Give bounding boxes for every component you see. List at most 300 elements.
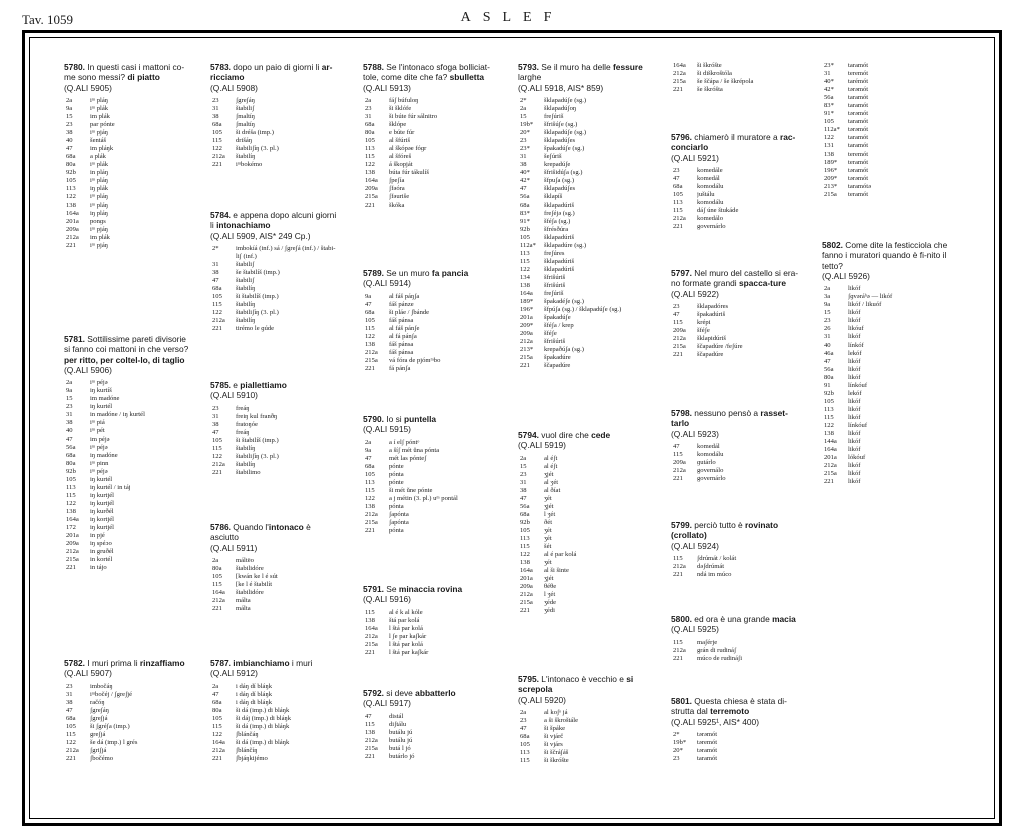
response-row (210, 437, 338, 445)
dialect-form: lekóf (848, 349, 862, 357)
response-row (671, 327, 799, 335)
response-row (822, 167, 950, 175)
survey-point: 38 (520, 161, 527, 169)
survey-point: 164a (520, 567, 533, 575)
response-row (518, 749, 646, 757)
entry-question: chiamerò il muratore a (694, 132, 780, 142)
survey-point: 2a (212, 682, 219, 690)
dialect-form: komodálu (697, 182, 724, 190)
entry-question: Se un muro (386, 268, 432, 278)
response-row (210, 253, 338, 261)
map-entry (363, 268, 491, 373)
response-row (64, 556, 192, 564)
response-row (822, 454, 950, 462)
entry-keyword: per ritto, per coltel-lo, di taglio (64, 354, 185, 365)
dialect-form: šklapadúriš (544, 265, 575, 273)
dialect-form: iŋ madóne (90, 451, 118, 459)
response-row (64, 436, 192, 444)
response-row (64, 564, 192, 572)
entry-reference: (Q.ALI 5921) (671, 152, 719, 163)
dialect-form: im plák (90, 233, 110, 241)
response-row (518, 169, 646, 177)
dialect-form: škóka (389, 201, 405, 209)
dialect-form: iᵐ pláŋ (90, 193, 109, 201)
survey-point: 122 (824, 421, 834, 429)
dialect-form: štabilíŋ (236, 317, 256, 325)
entry-reference: (Q.ALI 5915) (363, 424, 411, 435)
dialect-form: likóf (848, 438, 861, 446)
response-row (64, 492, 192, 500)
entry-reference: (Q.ALI 5912) (210, 668, 258, 679)
response-row (64, 747, 192, 755)
survey-point: 23 (212, 96, 219, 104)
dialect-form: [kwán ke l é sút (236, 572, 278, 580)
response-row (671, 351, 799, 359)
dialect-form: freʃúres (544, 249, 565, 257)
response-row (363, 649, 491, 657)
response-row (363, 455, 491, 463)
response-row (64, 476, 192, 484)
entry-reference: (Q.ALI 5925¹, AIS* 400) (671, 716, 759, 727)
dialect-form: likóf (848, 478, 861, 486)
response-row (210, 691, 338, 699)
entry-reference: (Q.ALI 5905) (64, 82, 112, 93)
survey-point: 115 (365, 324, 375, 332)
map-entry (822, 62, 950, 199)
response-row (518, 725, 646, 733)
dialect-form: taramót (848, 62, 869, 69)
response-row (64, 121, 192, 129)
response-row (822, 175, 950, 183)
survey-point: 92b (520, 518, 530, 526)
survey-point: 122 (66, 193, 76, 201)
dialect-form: iᵐ pét (90, 427, 105, 435)
survey-point: 40 (824, 341, 831, 349)
map-entry (671, 408, 799, 483)
survey-point: 105 (66, 475, 76, 483)
survey-point: 23 (520, 716, 527, 724)
dialect-form: diʃtálu (389, 720, 407, 728)
survey-point: 38 (212, 420, 219, 428)
response-row (64, 210, 192, 218)
survey-point: 115 (520, 543, 530, 551)
survey-point: 105 (824, 118, 834, 126)
entry-heading (671, 696, 799, 727)
response-row (210, 129, 338, 137)
entry-heading (518, 62, 646, 93)
response-row (671, 175, 799, 183)
response-row (518, 129, 646, 137)
survey-point: 221 (673, 654, 683, 662)
response-row (518, 218, 646, 226)
entry-question-end: i muri (289, 658, 313, 668)
dialect-form: štabilíŋ (236, 153, 256, 161)
dialect-form: iᵐ pjáŋ (90, 129, 109, 137)
response-row (64, 97, 192, 105)
map-entry (64, 658, 192, 763)
survey-point (210, 253, 236, 261)
entry-question-end: è asciutto (210, 522, 311, 543)
dialect-form: šklapadúriš (544, 257, 575, 265)
survey-point: 2a (520, 104, 527, 112)
survey-point: 105 (520, 233, 530, 241)
response-row (363, 333, 491, 341)
survey-point: 164a (365, 177, 378, 185)
response-list (822, 285, 950, 486)
survey-point: 23 (66, 682, 73, 690)
map-entry (363, 584, 491, 657)
dialect-form: ʒédi (544, 607, 555, 615)
survey-point: 221 (212, 468, 222, 476)
survey-point: 113 (365, 145, 375, 153)
response-row (64, 242, 192, 250)
entry-question: ed ora è una grande (694, 614, 773, 624)
dialect-form: likóf / likuóf (848, 301, 882, 309)
survey-point: 92b (66, 467, 76, 475)
response-row (363, 169, 491, 177)
response-row (363, 341, 491, 349)
dialect-form: l štá par kaʃkár (389, 648, 429, 656)
survey-point: 201a (520, 575, 533, 583)
response-row (822, 406, 950, 414)
response-row (822, 390, 950, 398)
survey-point: 47 (520, 494, 527, 502)
response-list (671, 62, 799, 94)
dialect-form: šét (544, 543, 552, 551)
survey-point: 91 (824, 381, 831, 389)
dialect-form: štabilimo (236, 468, 261, 476)
response-row (518, 471, 646, 479)
survey-point: 212a (673, 215, 686, 223)
dialect-form: pónte (389, 462, 404, 470)
response-row (363, 317, 491, 325)
survey-point: 9a (365, 292, 372, 300)
entry-keyword: intonaco (268, 522, 304, 532)
response-row (518, 567, 646, 575)
survey-point: 213* (824, 182, 838, 190)
response-row (822, 317, 950, 325)
survey-point: 115 (66, 730, 76, 738)
entry-number: 5782. (64, 658, 85, 668)
response-row (210, 325, 338, 333)
dialect-form: še štabilíš (imp.) (236, 269, 280, 277)
response-row (822, 78, 950, 86)
response-row (518, 193, 646, 201)
survey-point: 115 (66, 491, 76, 499)
survey-point: 215a (365, 744, 378, 752)
survey-point: 164a (66, 209, 79, 217)
response-row (64, 153, 192, 161)
entry-reference: (Q.ALI 5919) (518, 440, 566, 451)
dialect-form: šeʃúriš (544, 153, 562, 161)
survey-point: 221 (365, 752, 375, 760)
dialect-form: θéθe (544, 583, 557, 591)
response-row (64, 548, 192, 556)
dialect-form: šklapadúʃoŋ (544, 104, 577, 112)
dialect-form: in pláŋ (90, 169, 109, 177)
entry-heading (518, 430, 646, 451)
map-entry (671, 132, 799, 231)
dialect-form: pónte (389, 478, 404, 486)
response-list (518, 455, 646, 616)
entry-reference: (Q.ALI 5908) (210, 82, 258, 93)
survey-point: 215a (365, 640, 378, 648)
response-row (518, 503, 646, 511)
response-row (671, 62, 799, 70)
survey-point: 115 (673, 554, 683, 562)
survey-point: 68a (520, 510, 530, 518)
response-row (64, 468, 192, 476)
survey-point: 68a (520, 733, 530, 741)
dialect-form: iᵐ péjə (90, 379, 108, 387)
survey-point: 212a (212, 746, 225, 754)
survey-point: 23 (365, 104, 372, 112)
dialect-form: governárlo (697, 475, 726, 483)
dialect-form: šklópe (389, 121, 407, 129)
entry-number: 5788. (363, 62, 384, 72)
survey-point: 15 (520, 462, 527, 470)
survey-point: 31 (520, 478, 527, 486)
dialect-form: šklapadúʃe (sg.) (544, 96, 587, 104)
survey-point: 134 (520, 273, 530, 281)
response-row (671, 731, 799, 739)
entry-reference: (Q.ALI 5913) (363, 82, 411, 93)
entry-keyword: puntella (403, 414, 437, 424)
dialect-form: imbočáŋ (90, 682, 113, 690)
response-row (822, 342, 950, 350)
entry-reference: (Q.ALI 5923) (671, 428, 719, 439)
entry-question: e (233, 380, 241, 390)
survey-point: 201a (520, 314, 533, 322)
entry-reference: (Q.ALI 5906) (64, 364, 112, 375)
response-row (518, 234, 646, 242)
dialect-form: ši dá (imp.) di bláŋk (236, 722, 290, 730)
survey-point: 91* (824, 110, 834, 118)
dialect-form: butálu jú (389, 736, 413, 744)
dialect-form: špakadúʃe (544, 314, 571, 322)
entry-keyword: si screpola (518, 674, 634, 695)
response-row (518, 733, 646, 741)
dialect-form: iᵐ péjə (90, 443, 108, 451)
survey-point: 23 (520, 137, 527, 145)
survey-point: 2* (673, 730, 680, 738)
response-row (210, 261, 338, 269)
response-row (671, 183, 799, 191)
dialect-form: likóf (848, 405, 861, 413)
survey-point: 47 (365, 300, 372, 308)
survey-point: 112a* (824, 126, 840, 134)
response-row (64, 532, 192, 540)
dialect-form: taramót (848, 142, 869, 150)
entry-question: dopo un paio di giorni li (233, 62, 322, 72)
survey-point: 113 (66, 185, 76, 193)
response-list (671, 443, 799, 483)
response-row (64, 177, 192, 185)
survey-point: 9a (824, 301, 831, 309)
response-row (518, 591, 646, 599)
response-row (518, 274, 646, 282)
response-row (363, 641, 491, 649)
dialect-form: špakadúʃe (sg.) (544, 145, 585, 153)
dialect-form: fá pánʃa (389, 365, 411, 373)
dialect-form: a šíʃ mét ŭna pónta (389, 446, 440, 454)
response-row (822, 118, 950, 126)
survey-point: 31 (66, 411, 73, 419)
dialect-form: iŋ kurtjél (90, 524, 114, 532)
dialect-form: iŋ kurtjél (90, 491, 114, 499)
response-row (671, 647, 799, 655)
dialect-form: ščapadúre (697, 351, 724, 359)
dialect-form: fáš pánsa (389, 348, 414, 356)
response-row (822, 301, 950, 309)
response-row (822, 438, 950, 446)
survey-point: 105 (365, 316, 375, 324)
entry-reference: (Q.ALI 5920) (518, 694, 566, 705)
response-row (210, 405, 338, 413)
response-row (518, 338, 646, 346)
dialect-form: in tájo (90, 564, 107, 572)
response-row (64, 403, 192, 411)
entry-number: 5801. (671, 696, 692, 706)
response-row (210, 145, 338, 153)
survey-point: 138 (365, 502, 375, 510)
entry-number: 5796. (671, 132, 692, 142)
response-row (518, 266, 646, 274)
dialect-form: likóf (848, 373, 861, 381)
response-row (64, 500, 192, 508)
dialect-form: grán di rudináʃ (697, 646, 737, 654)
dialect-form: təramót (697, 746, 718, 754)
survey-point: 23 (520, 470, 527, 478)
dialect-form: l štá par kolá (389, 624, 423, 632)
survey-point: 68a (520, 201, 530, 209)
response-row (210, 413, 338, 421)
dialect-form: in pjé (90, 532, 105, 540)
survey-point: 9a (66, 104, 73, 112)
survey-point: 83* (824, 102, 834, 110)
entry-number: 5794. (518, 430, 539, 440)
dialect-form: par pónte (90, 121, 115, 129)
response-row (210, 723, 338, 731)
entry-keyword: spacca-ture (738, 278, 786, 289)
response-row (822, 462, 950, 470)
dialect-form: ʃfəóra (389, 185, 405, 193)
map-entry (64, 62, 192, 250)
survey-point: 172 (66, 524, 76, 532)
survey-point: 23 (673, 755, 680, 763)
dialect-form: butárlo jó (389, 752, 415, 760)
entry-number: 5785. (210, 380, 231, 390)
map-entry (671, 520, 799, 579)
survey-point: 31 (824, 70, 831, 78)
response-row (64, 193, 192, 201)
survey-point: 38 (520, 486, 527, 494)
survey-point: 15 (66, 112, 73, 120)
dialect-form: iᵐbokémo (236, 161, 263, 169)
survey-point: 23* (824, 62, 834, 69)
dialect-form: šklapadúriš (544, 233, 575, 241)
dialect-form: al ʒét (544, 478, 559, 486)
survey-point: 68a (212, 121, 222, 129)
survey-point: 47 (673, 174, 680, 182)
dialect-form: freáŋ (236, 404, 250, 412)
survey-point: 91* (520, 217, 530, 225)
dialect-form: ʃapónta (389, 519, 409, 527)
map-entry (518, 674, 646, 765)
response-row (518, 463, 646, 471)
dialect-form: im plák (90, 112, 110, 120)
dialect-form: tirémo le ɡúde (236, 325, 275, 333)
dialect-form: ši vjárs (544, 741, 563, 749)
dialect-form: in madóne / iŋ kurtél (90, 411, 145, 419)
response-row (363, 105, 491, 113)
dialect-form: drišáŋ (236, 137, 253, 145)
survey-point: 209* (824, 174, 838, 182)
entry-reference: (Q.ALI 5917) (363, 698, 411, 709)
dialect-form: ʒjét (544, 502, 554, 510)
response-row (671, 343, 799, 351)
map-entry (363, 62, 491, 210)
entry-heading (363, 268, 491, 289)
response-row (64, 683, 192, 691)
dialect-form: al ši šinte (544, 567, 569, 575)
entry-heading (64, 658, 192, 679)
response-list (671, 167, 799, 231)
survey-point: 2a (520, 708, 527, 716)
dialect-form: teremót (848, 150, 869, 158)
entry-number: 5787. (210, 658, 231, 668)
response-row (363, 129, 491, 137)
response-row (822, 70, 950, 78)
response-row (210, 269, 338, 277)
response-row (210, 137, 338, 145)
entry-reference: (Q.ALI 5922) (671, 288, 719, 299)
survey-point: 80a (66, 161, 76, 169)
dialect-form: mét las pónteʃ (389, 454, 427, 462)
response-list (518, 709, 646, 765)
dialect-form: greʃjá (90, 730, 106, 738)
survey-point: 209a (520, 583, 533, 591)
response-row (363, 503, 491, 511)
survey-point: 215a (673, 78, 686, 86)
response-row (822, 142, 950, 150)
survey-point: 68a (365, 462, 375, 470)
response-row (363, 349, 491, 357)
dialect-form: komodálu (697, 199, 724, 207)
survey-point: 215a (673, 343, 686, 351)
response-row (363, 737, 491, 745)
survey-point: 164a (212, 589, 225, 597)
survey-point: 38 (212, 112, 219, 120)
dialect-form: ʃapónta (389, 511, 409, 519)
survey-point: 122 (66, 738, 76, 746)
response-row (64, 218, 192, 226)
dialect-form: á škopját (389, 161, 413, 169)
survey-point: 122 (365, 494, 375, 502)
dialect-form: dəʃdrúmát (697, 562, 725, 570)
dialect-form: štabiliʃíŋ (3. pl.) (236, 145, 279, 153)
response-row (822, 94, 950, 102)
dialect-form: al fáš páŋʃa (389, 292, 420, 300)
response-row (363, 325, 491, 333)
dialect-form: štabiliʃ (236, 277, 255, 285)
dialect-form: likóf (848, 309, 861, 317)
dialect-form: al fá pánʃa (389, 332, 417, 340)
response-row (671, 319, 799, 327)
survey-point: 209a (673, 458, 686, 466)
dialect-form: ponɡs (90, 217, 106, 225)
dialect-form: iŋ pláŋ (90, 209, 109, 217)
